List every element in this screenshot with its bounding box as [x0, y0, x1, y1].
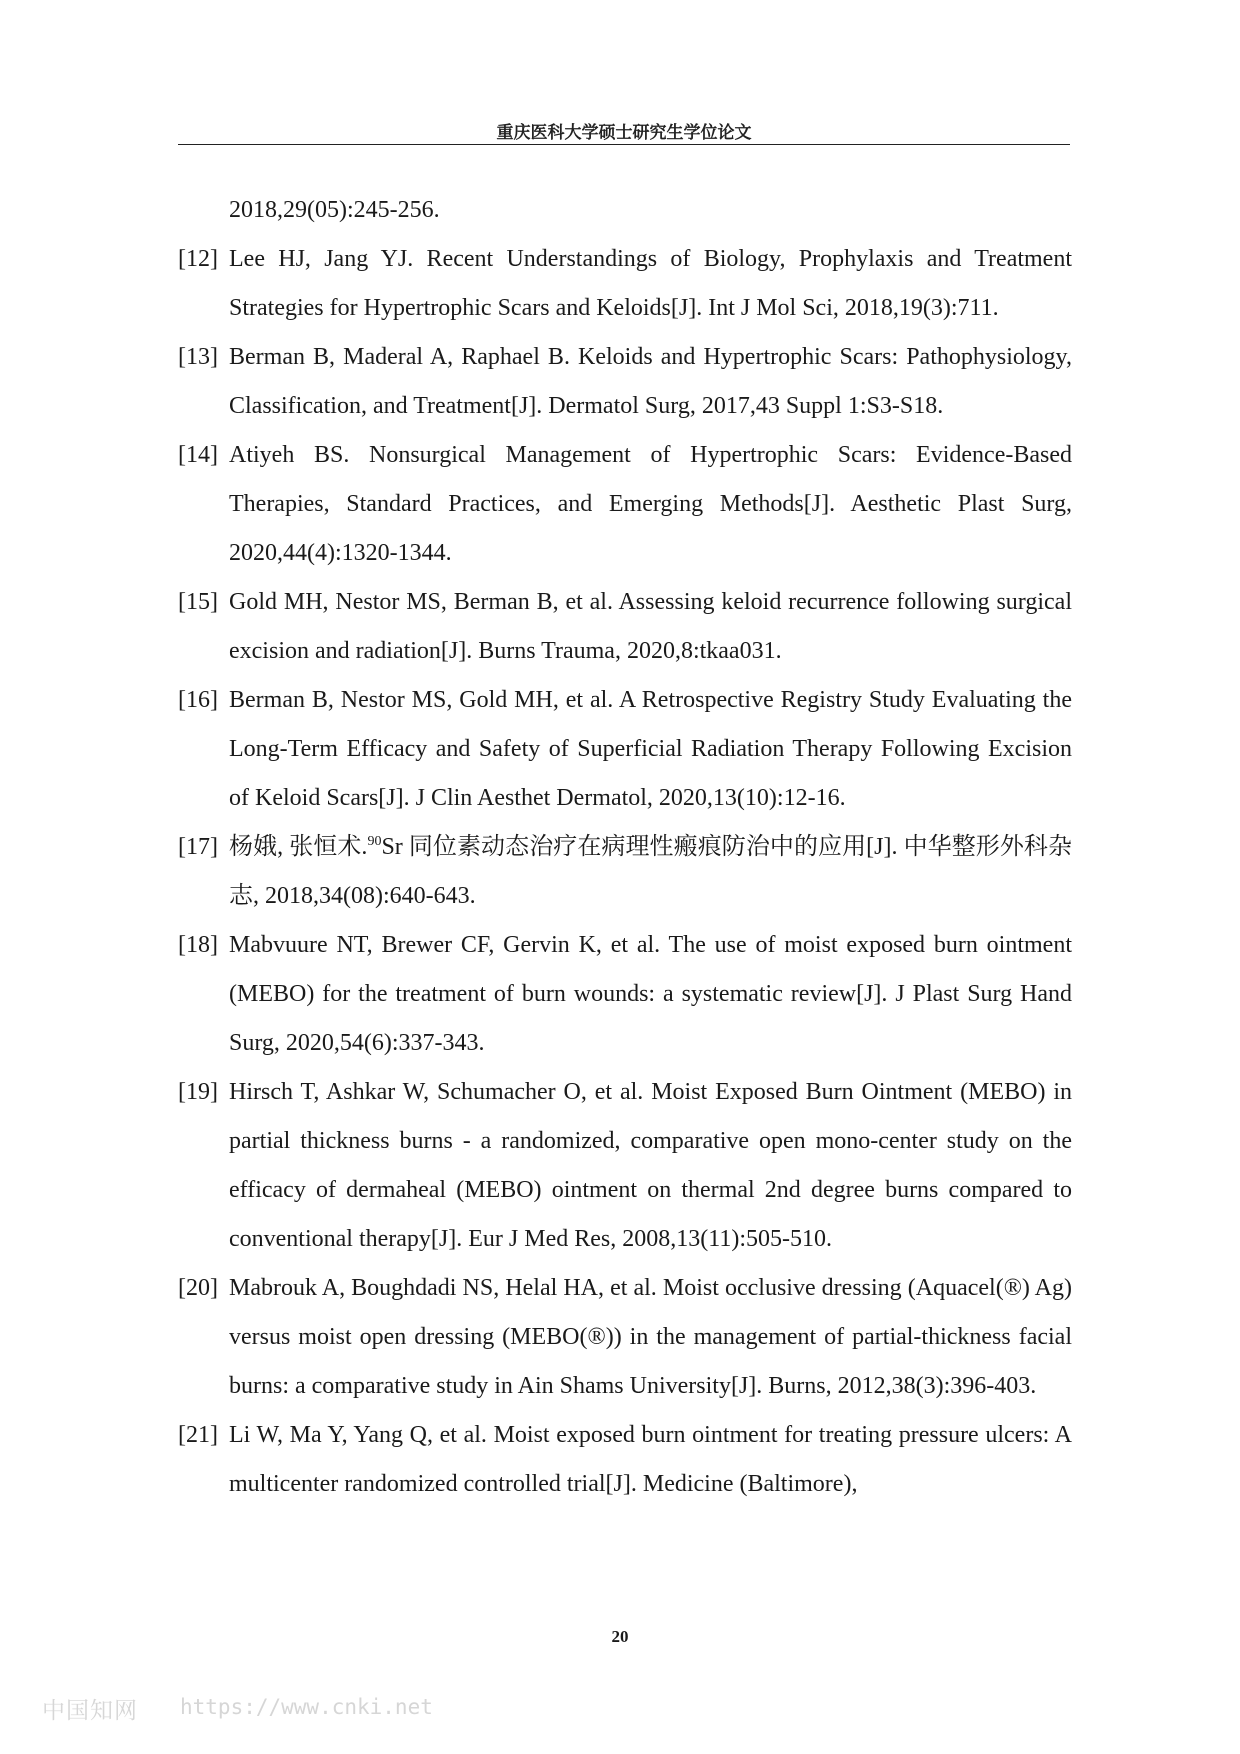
reference-text: Li W, Ma Y, Yang Q, et al. Moist exposed burn ointment for treating pressure ulcers: A multicenter randomized controlled trial[J]. Medicine (Baltimore), — [229, 1422, 1072, 1497]
reference-item-12 — [178, 235, 1072, 333]
reference-text: Atiyeh BS. Nonsurgical Management of Hypertrophic Scars: Evidence-Based Therapies, Standard Practices, and Emerging Methods[J]. Aesthetic Plast Surg, 2020,44(4):1320-1344. — [229, 442, 1072, 566]
reference-item-17 — [178, 823, 1072, 921]
reference-continuation: 2018,29(05):245-256. — [229, 197, 440, 223]
reference-text: Lee HJ, Jang YJ. Recent Understandings of Biology, Prophylaxis and Treatment Strategies for Hypertrophic Scars and Keloids[J]. Int J Mol Sci, 2018,19(3):711. — [229, 246, 1072, 321]
reference-number: [14] — [178, 442, 218, 468]
header-rule — [178, 144, 1070, 145]
reference-number: [18] — [178, 932, 218, 958]
reference-text: Berman B, Maderal A, Raphael B. Keloids and Hypertrophic Scars: Pathophysiology, Classification, and Treatment[J]. Dermatol Surg, 2017,43 Suppl 1:S3-S18. — [229, 344, 1072, 419]
reference-text — [229, 823, 1072, 921]
reference-number: [13] — [178, 344, 218, 370]
reference-item-13 — [178, 333, 1072, 431]
page-header-title: 重庆医科大学硕士研究生学位论文 — [496, 123, 752, 143]
cnki-watermark-url: https://www.cnki.net — [180, 1695, 433, 1719]
reference-text: Gold MH, Nestor MS, Berman B, et al. Assessing keloid recurrence following surgical excision and radiation[J]. Burns Trauma, 2020,8:tkaa031. — [229, 589, 1072, 664]
reference-text: Hirsch T, Ashkar W, Schumacher O, et al. Moist Exposed Burn Ointment (MEBO) in partial thickness burns - a randomized, comparative open mono-center study on the efficacy of dermaheal (MEBO) ointment on thermal 2nd degree burns compared to conventional therapy[J]. Eur J Med Res, 2008,13(11):505-510. — [229, 1079, 1072, 1252]
reference-item-15 — [178, 578, 1072, 676]
reference-item-16 — [178, 676, 1072, 823]
reference-item-19 — [178, 1068, 1072, 1264]
reference-number: [16] — [178, 687, 218, 713]
reference-item-21 — [178, 1411, 1072, 1509]
cnki-watermark-site: 中国知网 — [42, 1698, 138, 1724]
reference-number: [19] — [178, 1079, 218, 1105]
reference-number: [17] — [178, 834, 218, 860]
reference-number: [12] — [178, 246, 218, 272]
reference-item-14 — [178, 431, 1072, 578]
reference-item-18 — [178, 921, 1072, 1068]
reference-list — [178, 186, 1072, 1509]
reference-item-20 — [178, 1264, 1072, 1411]
reference-text: Mabrouk A, Boughdadi NS, Helal HA, et al. Moist occlusive dressing (Aquacel(®) Ag) versus moist open dressing (MEBO(®)) in the management of partial-thickness facial burns: a comparative study in Ain Shams University[J]. Burns, 2012,38(3):396-403. — [229, 1275, 1072, 1399]
reference-number: [15] — [178, 589, 218, 615]
reference-number: [20] — [178, 1275, 218, 1301]
page-number: 20 — [611, 1627, 629, 1646]
reference-text: Berman B, Nestor MS, Gold MH, et al. A Retrospective Registry Study Evaluating the Long-Term Efficacy and Safety of Superficial Radiation Therapy Following Excision of Keloid Scars[J]. J Clin Aesthet Dermatol, 2020,13(10):12-16. — [229, 687, 1072, 811]
isotope-superscript: 90 — [367, 834, 382, 849]
reference-authors: 杨娥, 张恒术. — [229, 834, 368, 860]
reference-text: Mabvuure NT, Brewer CF, Gervin K, et al. The use of moist exposed burn ointment (MEBO) for the treatment of burn wounds: a systematic review[J]. J Plast Surg Hand Surg, 2020,54(6):337-343. — [229, 932, 1072, 1056]
reference-number: [21] — [178, 1422, 218, 1448]
reference-title: Sr 同位素动态治疗在病理性瘢痕防治中的应用[J]. 中华整形外科杂志, 2018,34(08):640-643. — [229, 834, 1073, 909]
